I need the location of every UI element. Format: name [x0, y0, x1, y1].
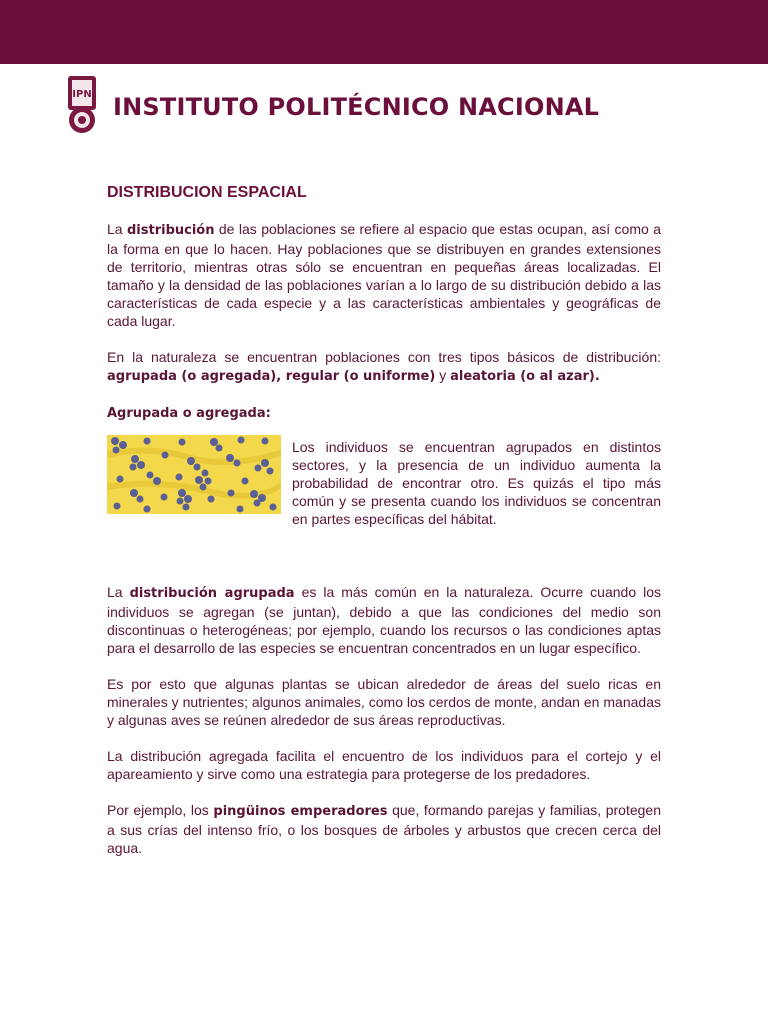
ipn-emblem-icon: [64, 74, 100, 136]
figure-description: Los individuos se encuentran agrupados en distintos sectores, y la presencia de un individuo aumenta la probabilidad de encontrar otro. Es quizás el tipo más común y se presenta cuando los individuos se concentran en partes específicas del hábitat.: [292, 439, 661, 527]
paragraph-agrupada: La distribución agrupada es la más común en la naturaleza. Ocurre cuando los individuos se agregan (se juntan), debido a que las condiciones del medio son discontinuas o heterogéneas; por ejemplo, cuando los recursos o las condiciones aptas para el desarrollo de las especies se encuentran concentrados en un lugar específico.: [107, 584, 661, 656]
paragraph-penguins: Por ejemplo, los pingüinos emperadores que, formando parejas y familias, protegen a sus crías del intenso frío, o los bosques de árboles y arbustos que crecen cerca del agua.: [107, 802, 662, 856]
clumped-distribution-image: [107, 435, 281, 514]
subheading-agrupada: Agrupada o agregada:: [107, 406, 271, 421]
top-banner: [0, 0, 768, 64]
paragraph-types: En la naturaleza se encuentran poblaciones con tres tipos básicos de distribución: agrupada (o agregada), regular (o uniforme) y aleatoria (o al azar).: [107, 349, 661, 384]
section-title: DISTRIBUCION ESPACIAL: [107, 184, 307, 201]
paragraph-benefits: La distribución agregada facilita el encuentro de los individuos para el cortejo y el apareamiento y sirve como una estrategia para protegerse de los predadores.: [107, 748, 661, 782]
paragraph-examples: Es por esto que algunas plantas se ubican alrededor de áreas del suelo ricas en minerales y nutrientes; algunos animales, como los cerdos de monte, andan en manadas y algunas aves se reúnen alrededor de sus áreas reproductivas.: [107, 676, 661, 728]
svg-text:IPN: IPN: [72, 89, 92, 100]
document-body: [107, 184, 661, 857]
institution-title: INSTITUTO POLITÉCNICO NACIONAL: [113, 93, 600, 121]
figure-row: [107, 435, 661, 528]
paragraph-intro: La distribución de las poblaciones se refiere al espacio que estas ocupan, así como a la forma en que lo hacen. Hay poblaciones que se distribuyen en grandes extensiones de territorio, mientras otras sólo se encuentran en pequeñas áreas localizadas. El tamaño y la densidad de las poblaciones varían a lo largo de su distribución debido a las características de cada especie y a las características ambientales y geográficas de cada lugar.: [107, 221, 661, 329]
